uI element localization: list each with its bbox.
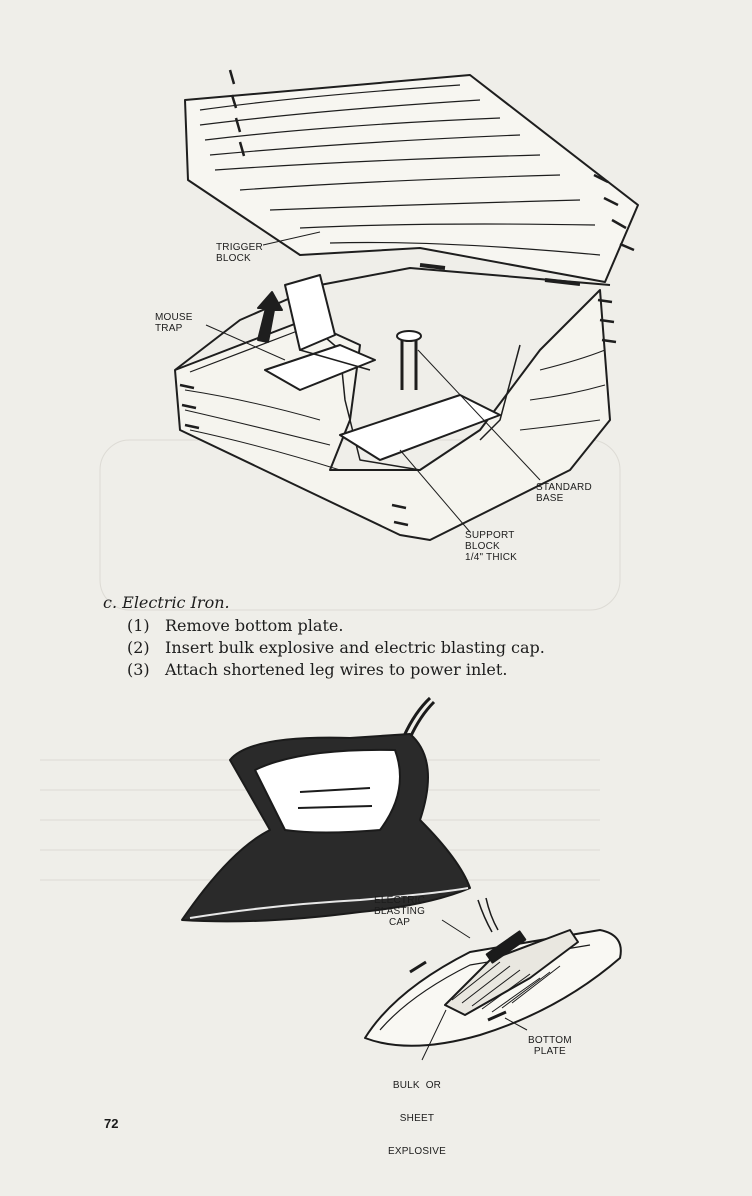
step-text: Attach shortened leg wires to power inlet. [165, 660, 508, 679]
label-line: SUPPORT [465, 530, 515, 541]
label-line: STANDARD [536, 482, 592, 493]
label-mouse-trap [155, 312, 193, 334]
step-number: (3) [127, 660, 150, 679]
step-number: (1) [127, 616, 150, 635]
label-line: ELECTRIC [374, 895, 426, 906]
label-bottom-plate [528, 1035, 572, 1057]
label-bulk-explosive [388, 1058, 446, 1179]
step-list [127, 615, 545, 681]
box-figure [175, 70, 638, 540]
label-line: BLASTING [374, 906, 426, 917]
label-line: EXPLOSIVE [388, 1146, 446, 1157]
step-item [127, 659, 545, 681]
label-trigger-block [216, 242, 263, 264]
label-line: PLATE [533, 1046, 566, 1057]
label-line: CAP [388, 917, 411, 928]
iron-cord [404, 698, 434, 738]
page-number: 72 [104, 1116, 119, 1131]
step-text: Insert bulk explosive and electric blasting cap. [165, 638, 545, 657]
step-number: (2) [127, 638, 150, 657]
label-line: SHEET [399, 1113, 435, 1124]
label-line: BULK OR [392, 1080, 442, 1091]
standard-base [402, 338, 416, 390]
label-line: 1/4" THICK [465, 552, 518, 563]
iron-figure [182, 698, 621, 1060]
label-support-block [465, 530, 517, 563]
step-text: Remove bottom plate. [165, 616, 344, 635]
label-line: BLOCK [216, 253, 251, 264]
label-line: BASE [536, 493, 564, 504]
label-standard-base [536, 482, 592, 504]
step-item [127, 615, 545, 637]
label-electric-blasting-cap [374, 895, 425, 928]
label-line: MOUSE [155, 312, 193, 323]
label-line: TRAP [155, 323, 183, 334]
section-heading: c. Electric Iron. [103, 593, 230, 612]
label-line: TRIGGER [216, 242, 263, 253]
label-line: BOTTOM [528, 1035, 572, 1046]
step-item [127, 637, 545, 659]
label-line: BLOCK [465, 541, 500, 552]
